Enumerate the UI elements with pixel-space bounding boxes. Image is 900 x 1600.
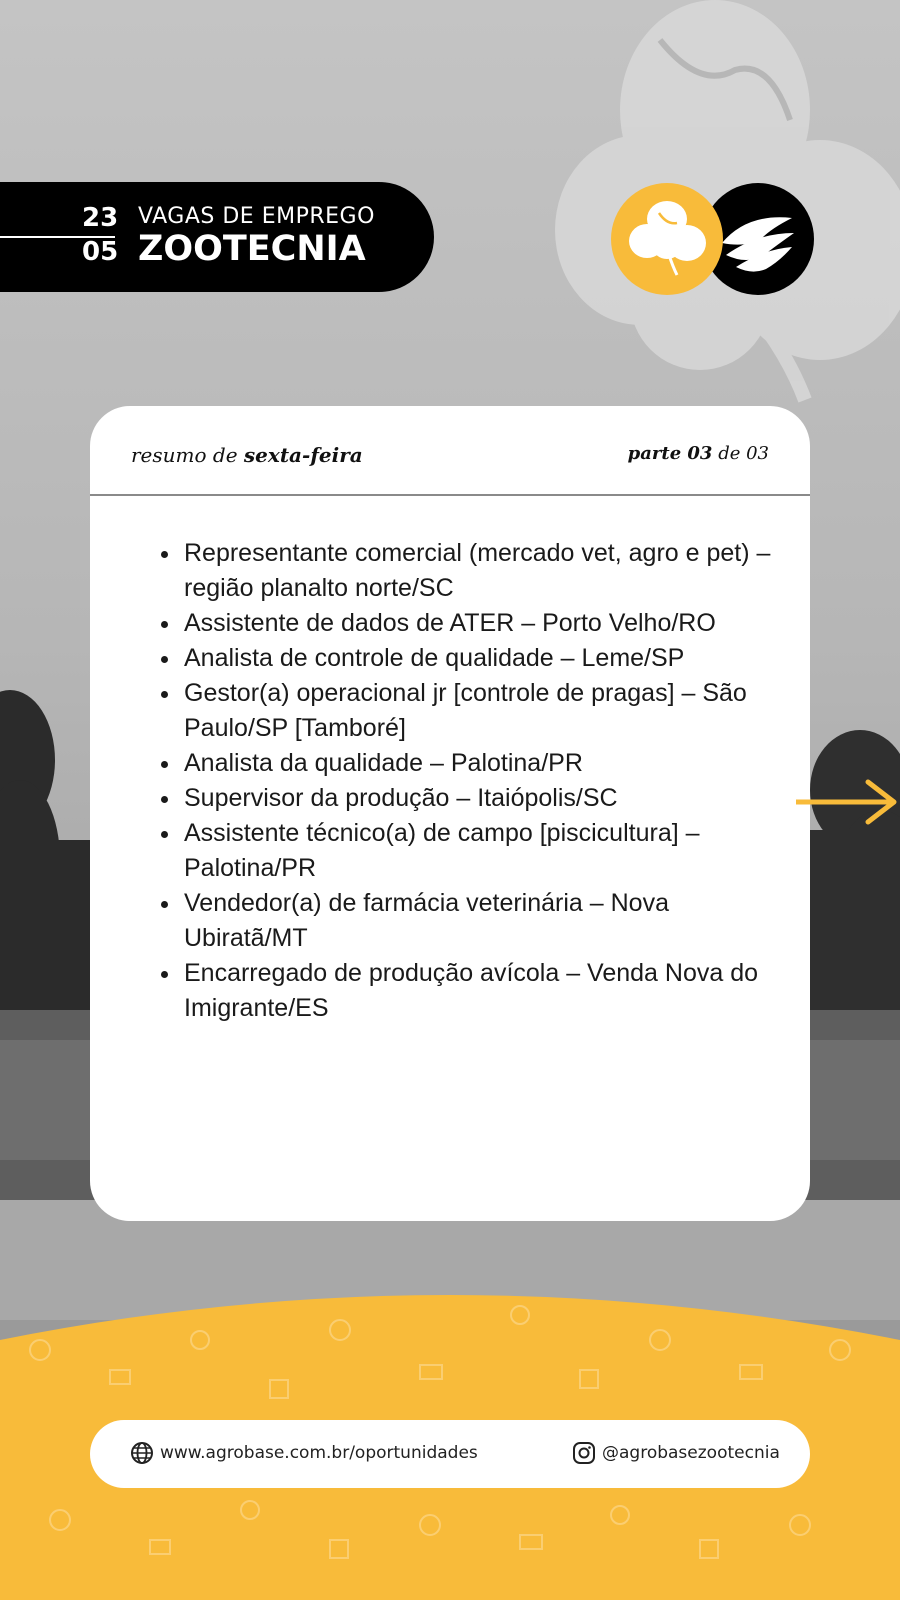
header-subtitle: VAGAS DE EMPREGO — [138, 204, 375, 229]
list-item: • Assistente de dados de ATER – Porto Velho/RO — [182, 606, 782, 641]
list-item: • Vendedor(a) de farmácia veterinária – Nova Ubiratã/MT — [182, 886, 782, 956]
arrow-right-icon[interactable] — [796, 778, 900, 826]
list-item: • Encarregado de produção avícola – Venda Nova do Imigrante/ES — [182, 956, 782, 1026]
card-part-label: parte 03 de 03 — [627, 443, 769, 464]
instagram-link[interactable] — [572, 1441, 780, 1465]
website-text: www.agrobase.com.br/oportunidades — [160, 1443, 478, 1463]
job-list — [160, 536, 782, 1026]
card-divider — [90, 494, 810, 496]
date-day: 23 — [82, 203, 119, 233]
instagram-text: @agrobasezootecnia — [602, 1443, 780, 1463]
globe-icon — [130, 1441, 154, 1465]
list-item: • Assistente técnico(a) de campo [piscicultura] – Palotina/PR — [182, 816, 782, 886]
list-item: • Supervisor da produção – Itaiópolis/SC — [182, 781, 782, 816]
list-item: • Analista da qualidade – Palotina/PR — [182, 746, 782, 781]
instagram-icon — [572, 1441, 596, 1465]
clover-leaf-icon — [611, 183, 723, 295]
list-item: • Representante comercial (mercado vet, agro e pet) – região planalto norte/SC — [182, 536, 782, 606]
header-title: ZOOTECNIA — [138, 229, 366, 269]
card-summary-label: resumo de sexta-feira — [131, 443, 363, 467]
list-item: • Gestor(a) operacional jr [controle de pragas] – São Paulo/SP [Tamboré] — [182, 676, 782, 746]
website-link[interactable] — [130, 1441, 478, 1465]
date-month: 05 — [82, 237, 119, 267]
list-item: • Analista de controle de qualidade – Leme/SP — [182, 641, 782, 676]
